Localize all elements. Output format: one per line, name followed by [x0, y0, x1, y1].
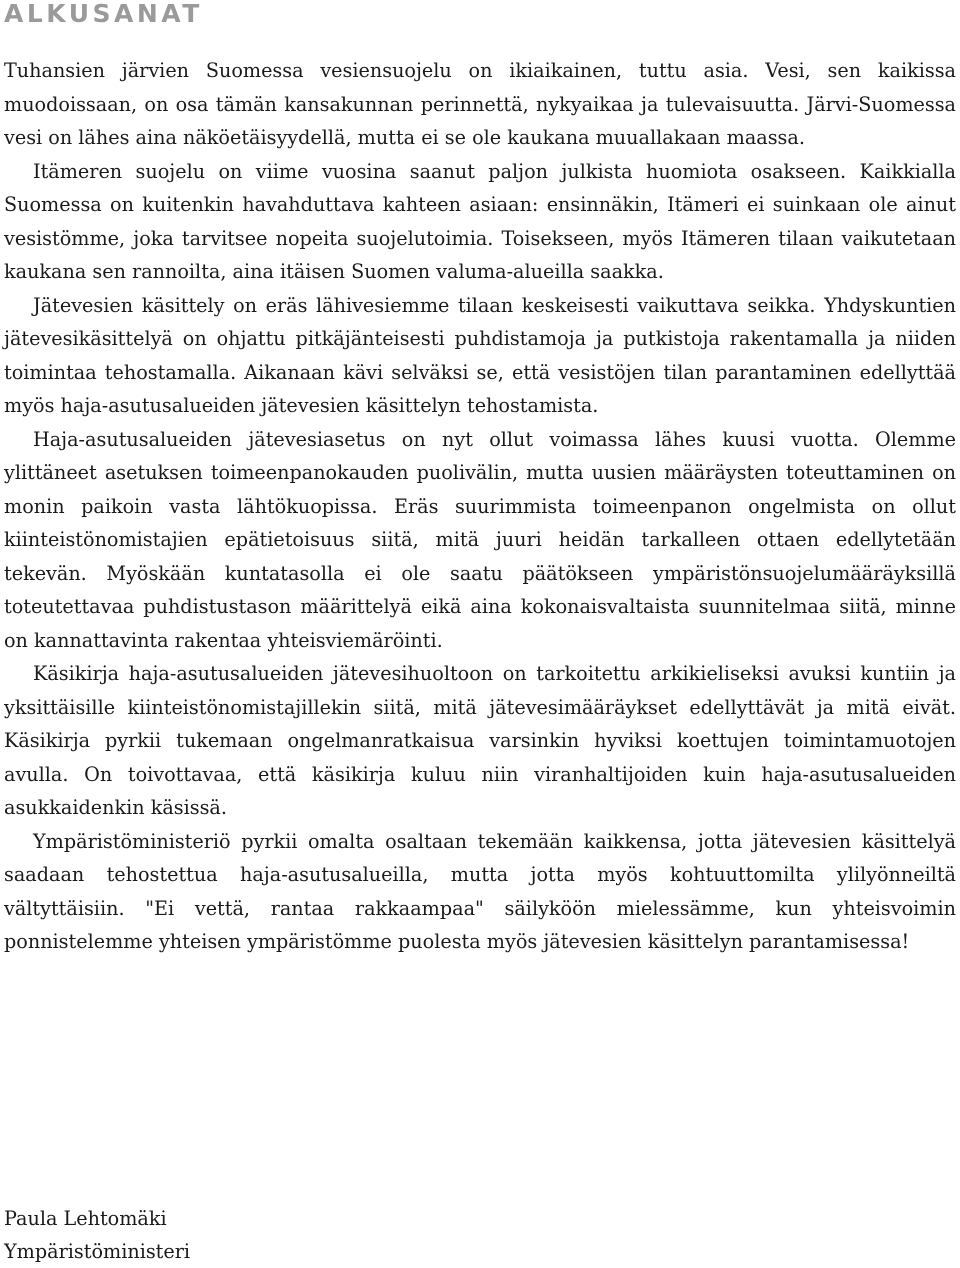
paragraph: Itämeren suojelu on viime vuosina saanut paljon julkista huomiota osakseen. Kaikkialla Suomessa on kuitenkin havahduttava kahteen asiaan: ensinnäkin, Itämeri ei suinkaan ole ainut vesistömme, joka tarvitsee nopeita suojelutoimia. Toisekseen, myös Itämeren tilaan vaikutetaan kaukana sen rannoilta, aina itäisen Suomen valuma-alueilla saakka.	[4, 159, 956, 283]
document-body	[4, 54, 956, 959]
paragraph: Ympäristöministeriö pyrkii omalta osaltaan tekemään kaikkensa, jotta jätevesien käsittelyä saadaan tehostettua haja-asutusalueilla, mutta jotta myös kohtuuttomilta ylilyönneiltä vältyttäisiin. "Ei vettä, rantaa rakkaampaa" säilyköön mielessämme, kun yhteisvoimin ponnistelemme yhteisen ympäristömme puolesta myös jätevesien käsittelyn parantamisessa!	[4, 829, 956, 953]
paragraph: Käsikirja haja-asutusalueiden jätevesihuoltoon on tarkoitettu arkikieliseksi avuksi kuntiin ja yksittäisille kiinteistönomistajillekin siitä, mitä jätevesimääräykset edellyttävät ja mitä eivät. Käsikirja pyrkii tukemaan ongelmanratkaisua varsinkin hyviksi koettujen toimintamuotojen avulla. On toivottavaa, että käsikirja kuluu niin viranhaltijoiden kuin haja-asutusalueiden asukkaidenkin käsissä.	[4, 662, 956, 819]
signature-title: Ympäristöministeri	[4, 1240, 191, 1263]
signature-block	[4, 1202, 190, 1268]
signature-name: Paula Lehtomäki	[4, 1207, 167, 1230]
paragraph: Haja-asutusalueiden jätevesiasetus on nyt ollut voimassa lähes kuusi vuotta. Olemme ylittäneet asetuksen toimeenpanokauden puolivälin, mutta uusien määräysten toteuttaminen on monin paikoin vasta lähtökuopissa. Eräs suurimmista toimeenpanon ongelmista on ollut kiinteistönomistajien epätietoisuus siitä, mitä juuri heidän tarkalleen ottaen edellytetään tekevän. Myöskään kuntatasolla ei ole saatu päätökseen ympäristönsuojelumääräyksillä toteutettavaa puhdistustason määrittelyä eikä aina kokonaisvaltaista suunnitelmaa siitä, minne on kannattavinta rakentaa yhteisviemäröinti.	[4, 427, 956, 652]
document-heading: ALKUSANAT	[4, 0, 203, 28]
paragraph: Jätevesien käsittely on eräs lähivesiemme tilaan keskeisesti vaikuttava seikka. Yhdyskuntien jätevesikäsittelyä on ohjattu pitkäjänteisesti puhdistamoja ja putkistoja rakentamalla ja niiden toimintaa tehostamalla. Aikanaan kävi selväksi se, että vesistöjen tilan parantaminen edellyttää myös haja-asutusalueiden jätevesien käsittelyn tehostamista.	[4, 293, 956, 417]
paragraph: Tuhansien järvien Suomessa vesiensuojelu on ikiaikainen, tuttu asia. Vesi, sen kaikissa muodoissaan, on osa tämän kansakunnan perinnettä, nykyaikaa ja tulevaisuutta. Järvi-Suomessa vesi on lähes aina näköetäisyydellä, mutta ei se ole kaukana muuallakaan maassa.	[4, 59, 956, 149]
